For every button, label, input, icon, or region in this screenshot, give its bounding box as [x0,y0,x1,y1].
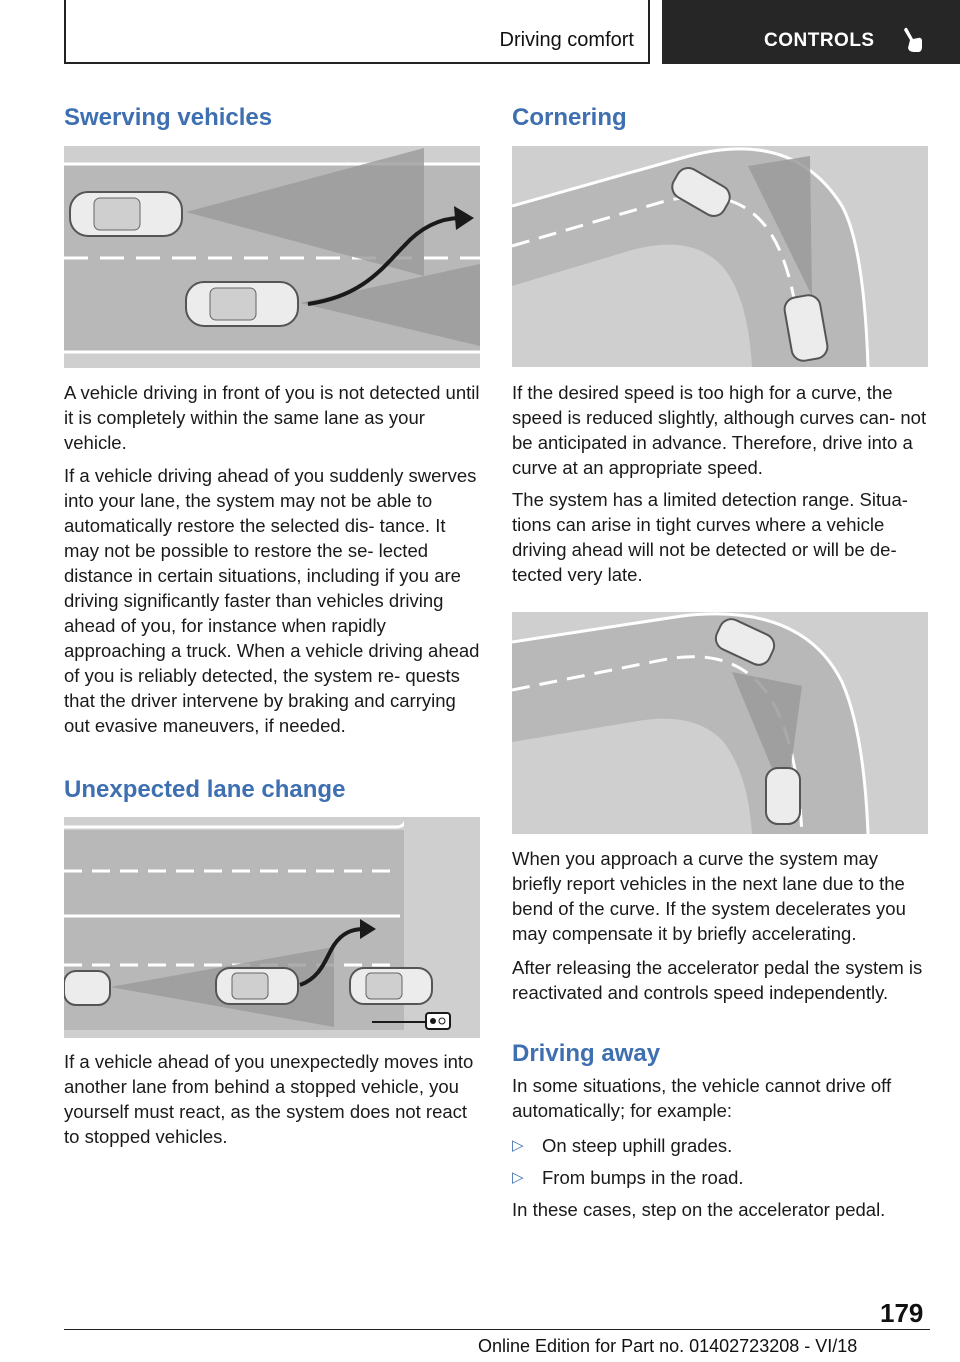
paragraph-lane-change: If a vehicle ahead of you unexpectedly moves into another lane from behind a stopped vehicle, you yourself must react, as the system does not react to stopped vehicles. [64,1051,474,1147]
list-item-text: From bumps in the road. [542,1167,744,1188]
paragraph-cornering-3: When you approach a curve the system may briefly report vehicles in the next lane due to the bend of the curve. If the system decelerates you may compensate it by briefly accelerating. [512,848,906,944]
paragraph-swerving-2: If a vehicle driving ahead of you suddenly swerves into your lane, the system may not be able to automatically restore the selected dis- tance. It may not be possible to restore the se- lected distance in certain situations, including if you are driving significantly faster than vehicles driving ahead of you, for instance when rapidly approaching a truck. When a vehicle driving ahead of you is reliably detected, the system re- quests that the driver intervene by braking and carrying out evasive maneuvers, if needed. [64,465,480,736]
list-item-text: On steep uphill grades. [542,1135,733,1156]
paragraph-cornering-2: The system has a limited detection range. Situa- tions can arise in tight curves where a vehicle driving ahead will not be detected or will be de- tected very late. [512,489,908,585]
paragraph-driving-away-end: In these cases, step on the accelerator pedal. [512,1199,886,1220]
figure-swerving-vehicles [64,146,480,368]
triangle-bullet-icon: ▷ [512,1137,524,1154]
figure-cornering-1 [512,146,928,367]
paragraph-cornering-1: If the desired speed is too high for a curve, the speed is reduced slightly, although curves can- not be anticipated in advance. Therefore, drive into a curve at an appropriate speed. [512,382,927,478]
figure-unexpected-lane-change [64,817,480,1038]
paragraph-cornering-4: After releasing the accelerator pedal the system is reactivated and controls speed independently. [512,957,923,1003]
figure-cornering-2 [512,612,928,834]
heading-unexpected-lane-change: Unexpected lane change [64,776,346,803]
heading-driving-away: Driving away [512,1040,661,1067]
header-section-box [64,0,650,64]
footer-edition: Online Edition for Part no. 01402723208 - VI/18 [478,1336,858,1356]
hand-pointer-icon [900,26,924,54]
page-number: 179 [880,1298,924,1328]
header-chapter-label: CONTROLS [764,30,875,51]
heading-cornering: Cornering [512,104,627,131]
footer-divider [64,1329,930,1330]
heading-swerving-vehicles: Swerving vehicles [64,104,273,131]
paragraph-swerving-1: A vehicle driving in front of you is not detected until it is completely within the same lane as your vehicle. [64,382,480,453]
triangle-bullet-icon: ▷ [512,1169,524,1186]
paragraph-driving-away: In some situations, the vehicle cannot drive off automatically; for example: [512,1075,892,1121]
header-section-title: Driving comfort [499,29,634,51]
